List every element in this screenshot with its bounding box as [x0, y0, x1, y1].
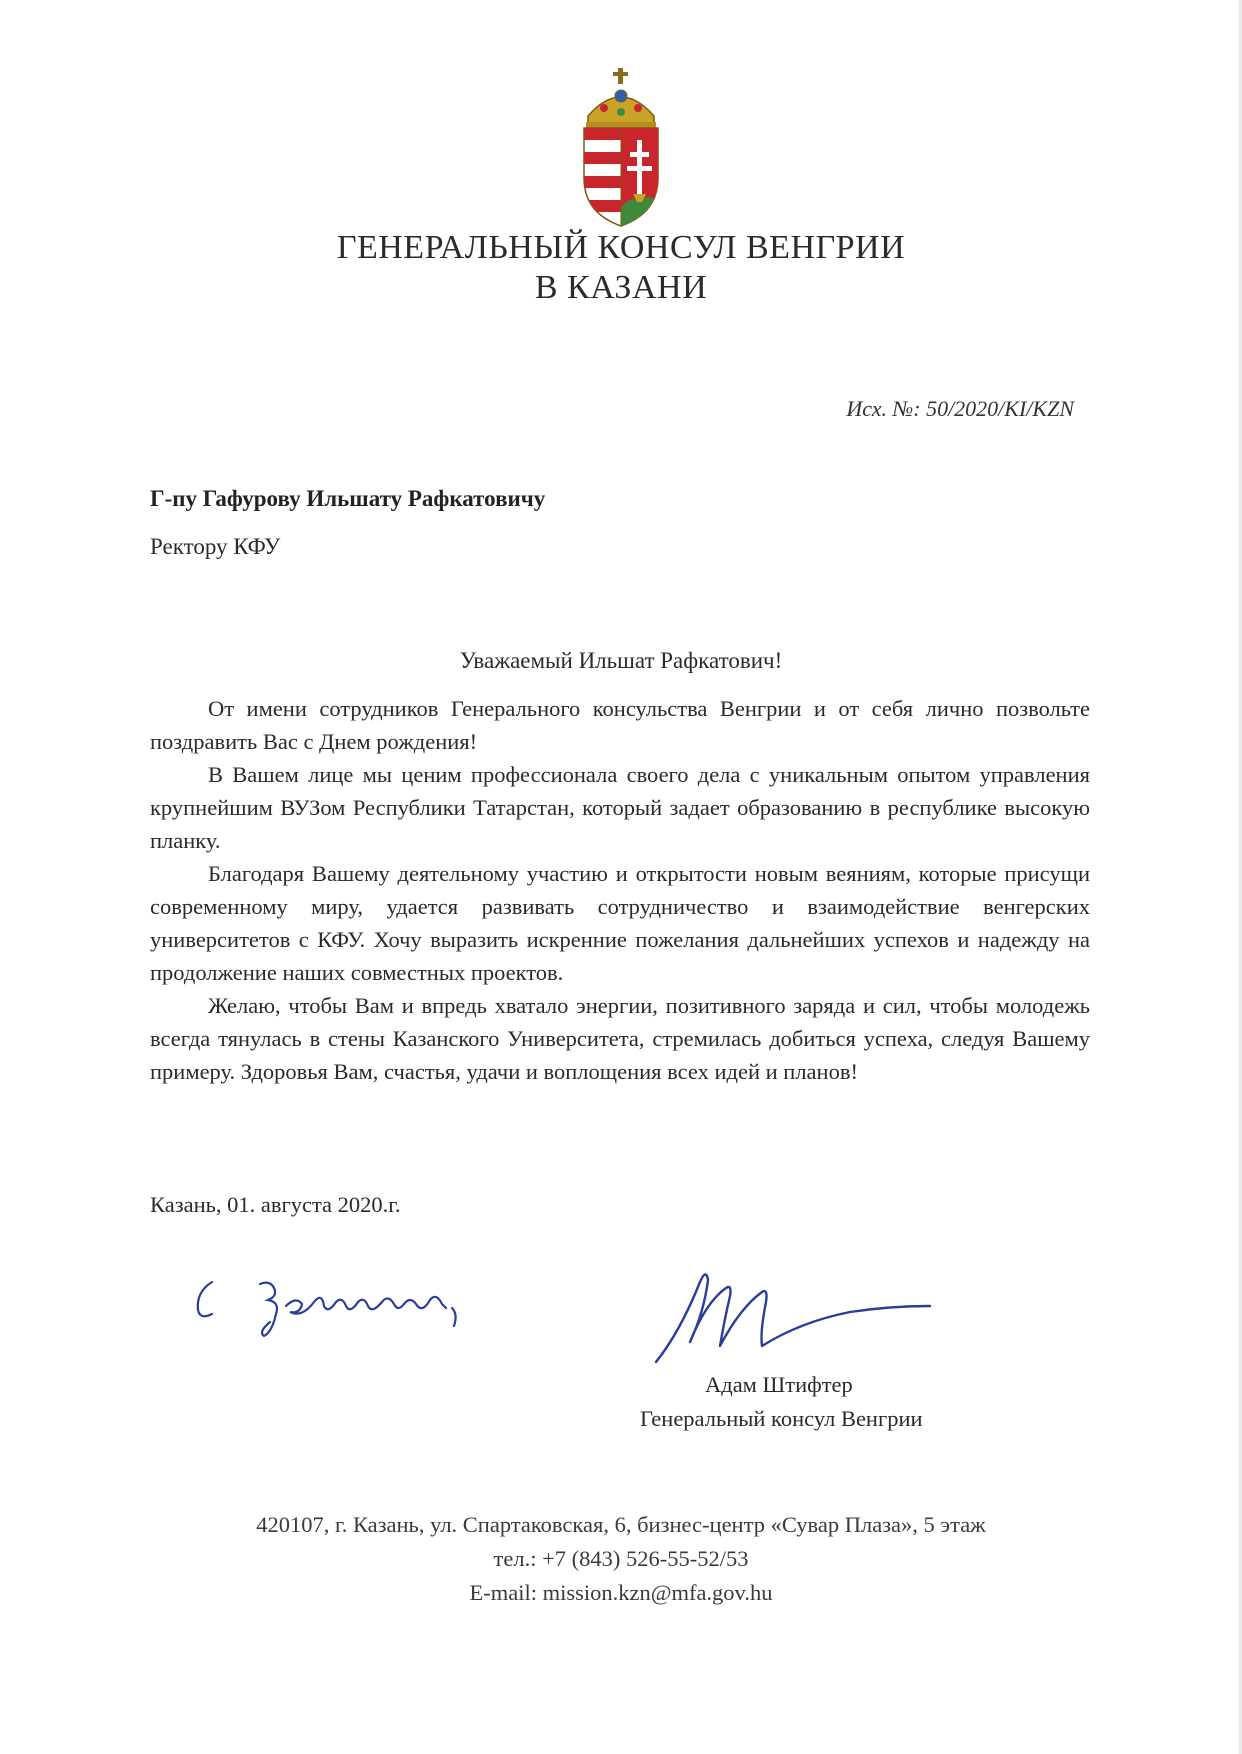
letterhead-subtitle: В КАЗАНИ	[534, 269, 708, 306]
footer-address: 420107, г. Казань, ул. Спартаковская, 6, бизнес-центр «Сувар Плаза», 5 этаж	[256, 1512, 986, 1537]
salutation: Уважаемый Ильшат Рафкатович!	[459, 648, 783, 673]
body-paragraph: Благодаря Вашему деятельному участию и открытости новым веяниям, которые присущи современному миру, удается развивать сотрудничество и взаимодействие венгерских университетов с КФУ. Хочу выразить искренние пожелания дальнейших успехов и надежду на продолжение наших совместных проектов.	[150, 861, 1090, 985]
recipient-name: Г-пу Гафурову Ильшату Рафкатовичу	[150, 486, 546, 511]
body-paragraph: Желаю, чтобы Вам и впредь хватало энергии, позитивного заряда и сил, чтобы молодежь всегда тянулась в стены Казанского Университета, стремилась добиться успеха, следуя Вашему примеру. Здоровья Вам, счастья, удачи и воплощения всех идей и планов!	[150, 993, 1090, 1084]
signature-icon	[650, 1262, 940, 1372]
signer-name: Адам Штифтер	[705, 1372, 853, 1397]
letter-body	[150, 692, 1090, 1088]
reference-number: Исх. №: 50/2020/KI/KZN	[846, 396, 1074, 421]
body-paragraph: От имени сотрудников Генерального консульства Венгрии и от себя лично позвольте поздравить Вас с Днем рождения!	[150, 696, 1090, 754]
footer-email[interactable]: E-mail: mission.kzn@mfa.gov.hu	[469, 1580, 773, 1605]
footer-phone: тел.: +7 (843) 526-55-52/53	[493, 1546, 749, 1571]
handwritten-closing	[190, 1262, 530, 1342]
letterhead-title: ГЕНЕРАЛЬНЫЙ КОНСУЛ ВЕНГРИИ	[336, 229, 906, 266]
date-line: Казань, 01. августа 2020.г.	[150, 1192, 401, 1217]
signer-title: Генеральный консул Венгрии	[640, 1406, 923, 1431]
recipient-position: Ректору КФУ	[150, 534, 281, 559]
hungary-coat-of-arms-icon	[576, 68, 666, 228]
body-paragraph: В Вашем лице мы ценим профессионала своего дела с уникальным опытом управления крупнейшим ВУЗом Республики Татарстан, который задает образованию в республике высокую планку.	[150, 762, 1090, 853]
